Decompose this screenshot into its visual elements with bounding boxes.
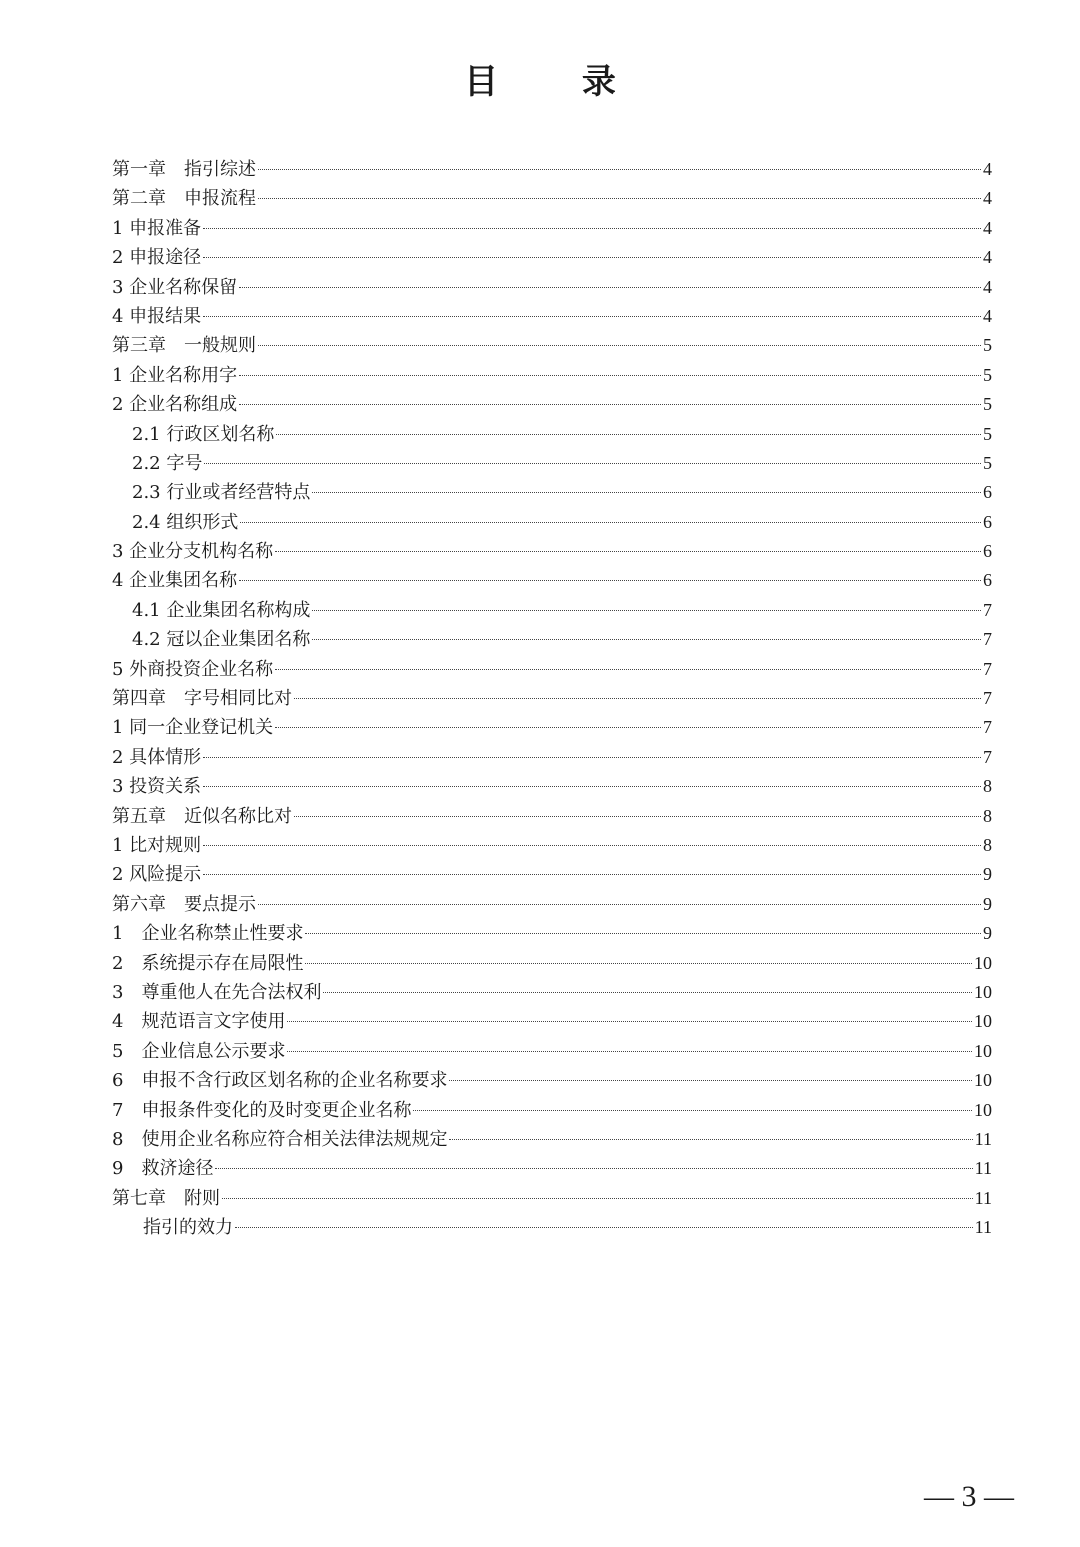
toc-entry-page: 5 (983, 364, 992, 385)
toc-entry[interactable] (112, 743, 992, 772)
toc-entry-label: 指引的效力 (143, 1217, 233, 1239)
toc-entry-page: 7 (983, 688, 992, 709)
toc-entry[interactable] (112, 1096, 992, 1125)
toc-entry-label: 1 同一企业登记机关 (112, 717, 274, 739)
toc-entry[interactable] (112, 978, 992, 1007)
toc-entry-label: 5 企业信息公示要求 (112, 1040, 286, 1062)
toc-dot-leader (275, 669, 981, 670)
toc-dot-leader (275, 551, 981, 552)
toc-entry[interactable] (112, 1007, 992, 1036)
toc-entry-page: 10 (974, 981, 992, 1002)
toc-entry[interactable] (112, 449, 992, 478)
toc-entry-label: 第三章 一般规则 (112, 335, 256, 357)
toc-entry-label: 2 申报途径 (112, 247, 202, 269)
toc-entry-page: 4 (983, 159, 992, 179)
toc-dot-leader (312, 492, 981, 493)
toc-dot-leader (312, 639, 981, 640)
toc-dot-leader (203, 786, 981, 787)
toc-entry-page: 11 (974, 1128, 992, 1149)
toc-entry[interactable] (112, 420, 992, 449)
toc-entry[interactable] (112, 1066, 992, 1095)
toc-dot-leader (239, 580, 981, 581)
toc-dot-leader (203, 874, 981, 875)
toc-entry[interactable] (112, 184, 992, 213)
toc-entry-label: 2 企业名称组成 (112, 394, 238, 416)
toc-entry-page: 4 (983, 305, 992, 326)
toc-entry-label: 1 企业名称用字 (112, 364, 238, 386)
toc-entry[interactable] (112, 713, 992, 742)
toc-entry-label: 5 外商投资企业名称 (112, 658, 274, 680)
toc-entry-label: 1 企业名称禁止性要求 (112, 923, 304, 945)
toc-entry-page: 11 (974, 1158, 992, 1179)
toc-entry-page: 4 (983, 247, 992, 268)
toc-entry-page: 4 (983, 217, 992, 238)
toc-entry-page: 8 (983, 834, 992, 855)
toc-entry-label: 4 规范语言文字使用 (112, 1011, 286, 1033)
toc-dot-leader (413, 1110, 972, 1111)
toc-dot-leader (258, 169, 981, 170)
toc-dot-leader (305, 963, 972, 964)
toc-entry-page: 5 (983, 423, 992, 444)
toc-entry-label: 第七章 附则 (112, 1187, 220, 1209)
toc-entry-label: 7 申报条件变化的及时变更企业名称 (112, 1099, 412, 1121)
toc-dot-leader (239, 375, 981, 376)
toc-dot-leader (203, 228, 981, 229)
toc-dot-leader (203, 845, 981, 846)
toc-entry-page: 9 (983, 923, 992, 944)
toc-dot-leader (294, 698, 981, 699)
toc-entry-label: 2 具体情形 (112, 746, 202, 768)
toc-entry[interactable] (112, 1125, 992, 1154)
page-number: — 3 — (924, 1480, 1014, 1513)
toc-entry[interactable] (112, 1037, 992, 1066)
toc-dot-leader (222, 1198, 973, 1199)
toc-entry-label: 3 尊重他人在先合法权利 (112, 981, 322, 1003)
toc-dot-leader (258, 198, 981, 199)
toc-entry-label: 2 系统提示存在局限性 (112, 952, 304, 974)
toc-entry-page: 10 (974, 1099, 992, 1120)
toc-entry[interactable] (112, 1213, 992, 1242)
toc-entry[interactable] (112, 155, 992, 184)
toc-entry-page: 11 (974, 1187, 992, 1208)
toc-entry-page: 6 (983, 482, 992, 503)
toc-entry-label: 第五章 近似名称比对 (112, 805, 292, 827)
toc-entry-label: 1 申报准备 (112, 217, 202, 239)
toc-dot-leader (449, 1080, 972, 1081)
toc-dot-leader (203, 257, 981, 258)
toc-entry-page: 10 (974, 1070, 992, 1091)
toc-entry[interactable] (112, 302, 992, 331)
toc-entry-label: 4.2 冠以企业集团名称 (132, 629, 311, 651)
toc-dot-leader (235, 1227, 973, 1228)
toc-entry[interactable] (112, 478, 992, 507)
toc-entry[interactable] (112, 1154, 992, 1183)
toc-entry-page: 5 (983, 394, 992, 415)
toc-entry-page: 7 (983, 629, 992, 650)
toc-entry-label: 9 救济途径 (112, 1158, 214, 1180)
toc-entry[interactable] (112, 831, 992, 860)
toc-entry[interactable] (112, 243, 992, 272)
toc-dot-leader (305, 933, 981, 934)
toc-entry-label: 2.1 行政区划名称 (132, 423, 275, 445)
toc-entry-label: 第四章 字号相同比对 (112, 688, 292, 710)
toc-entry[interactable] (112, 390, 992, 419)
toc-dot-leader (294, 816, 981, 817)
toc-dot-leader (258, 904, 981, 905)
toc-entry-page: 4 (983, 276, 992, 297)
toc-dot-leader (287, 1021, 972, 1022)
toc-dot-leader (449, 1139, 972, 1140)
toc-entry-page: 7 (983, 717, 992, 738)
toc-entry[interactable] (112, 772, 992, 801)
toc-entry-label: 4 申报结果 (112, 305, 202, 327)
toc-entry-label: 2.2 字号 (132, 452, 203, 474)
toc-entry-page: 9 (983, 864, 992, 885)
toc-dot-leader (239, 287, 981, 288)
toc-dot-leader (287, 1051, 972, 1052)
toc-dot-leader (276, 434, 981, 435)
toc-entry-label: 3 投资关系 (112, 776, 202, 798)
toc-entry-page: 7 (983, 658, 992, 679)
toc-entry-page: 4 (983, 188, 992, 209)
toc-entry[interactable] (112, 949, 992, 978)
toc-dot-leader (323, 992, 972, 993)
toc-entry-label: 6 申报不含行政区划名称的企业名称要求 (112, 1070, 448, 1092)
toc-entry[interactable] (112, 890, 992, 919)
toc-entry-label: 2.3 行业或者经营特点 (132, 482, 311, 504)
toc-entry-page: 10 (974, 952, 992, 973)
toc-entry-page: 5 (983, 335, 992, 356)
toc-entry-page: 6 (983, 541, 992, 562)
toc-entry-page: 8 (983, 805, 992, 826)
toc-entry[interactable] (112, 273, 992, 302)
toc-entry-page: 7 (983, 599, 992, 620)
toc-entry-label: 4.1 企业集团名称构成 (132, 599, 311, 621)
toc-dot-leader (312, 610, 981, 611)
toc-dot-leader (215, 1168, 972, 1169)
toc-entry-label: 3 企业名称保留 (112, 276, 238, 298)
toc-entry[interactable] (112, 214, 992, 243)
toc-entry-label: 第六章 要点提示 (112, 893, 256, 915)
toc-dot-leader (258, 345, 981, 346)
toc-entry[interactable] (112, 684, 992, 713)
toc-entry-page: 6 (983, 570, 992, 591)
toc-entry[interactable] (112, 860, 992, 889)
toc-entry-label: 1 比对规则 (112, 834, 202, 856)
toc-entry[interactable] (112, 566, 992, 595)
toc-entry[interactable] (112, 919, 992, 948)
page-title: 目 录 (464, 62, 652, 102)
toc-dot-leader (203, 316, 981, 317)
toc-dot-leader (203, 757, 981, 758)
toc-entry-label: 3 企业分支机构名称 (112, 541, 274, 563)
toc-entry-page: 7 (983, 746, 992, 767)
toc-entry-label: 第一章 指引综述 (112, 159, 256, 180)
toc-entry[interactable] (112, 537, 992, 566)
toc-dot-leader (240, 522, 981, 523)
toc-entry[interactable] (112, 625, 992, 654)
toc-entry[interactable] (112, 655, 992, 684)
toc-dot-leader (204, 463, 981, 464)
toc-entry-label: 第二章 申报流程 (112, 188, 256, 210)
toc-entry-label: 4 企业集团名称 (112, 570, 238, 592)
toc-entry[interactable] (112, 596, 992, 625)
toc-entry[interactable] (112, 361, 992, 390)
toc-entry-page: 9 (983, 893, 992, 914)
toc-entry-label: 8 使用企业名称应符合相关法律法规规定 (112, 1128, 448, 1150)
toc-entry-page: 8 (983, 776, 992, 797)
toc-entry-page: 6 (983, 511, 992, 532)
toc-entry-page: 10 (974, 1011, 992, 1032)
toc-entry-page: 5 (983, 452, 992, 473)
toc-entry[interactable] (112, 331, 992, 360)
toc-entry[interactable] (112, 802, 992, 831)
table-of-contents (112, 155, 992, 1242)
toc-entry-page: 10 (974, 1040, 992, 1061)
toc-entry-label: 2 风险提示 (112, 864, 202, 886)
toc-dot-leader (239, 404, 981, 405)
toc-entry[interactable] (112, 508, 992, 537)
toc-dot-leader (275, 727, 981, 728)
toc-entry[interactable] (112, 1184, 992, 1213)
toc-entry-label: 2.4 组织形式 (132, 511, 239, 533)
toc-entry-page: 11 (974, 1217, 992, 1238)
